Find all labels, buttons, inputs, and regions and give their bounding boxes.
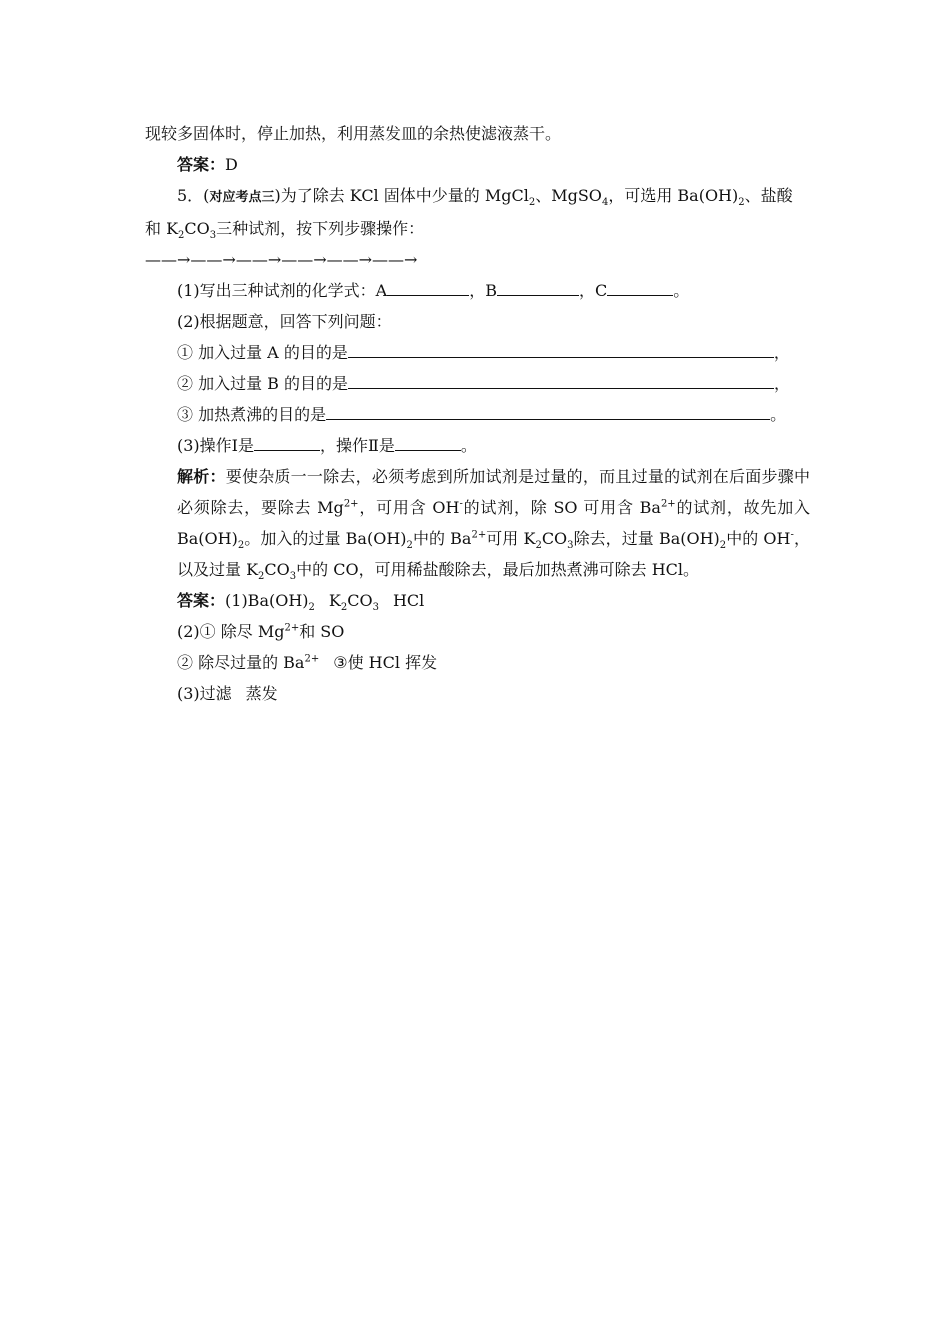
sub-question-text: (1)写出三种试剂的化学式：A (177, 281, 388, 300)
subscript: 2 (258, 571, 265, 583)
question-text: 、盐酸 (744, 186, 793, 205)
answer-blank-2c[interactable] (326, 405, 770, 420)
subscript: 3 (209, 230, 217, 242)
analysis-text: 中的 Ba (412, 529, 472, 548)
sub-question-1 (145, 275, 810, 306)
subscript: 2 (340, 602, 348, 614)
analysis-text: ，可用含 OH (358, 498, 460, 517)
analysis-text: 中的 OH (726, 529, 791, 548)
analysis-text: 的试剂，除 SO 可用含 Ba (462, 498, 661, 517)
flow-steps (145, 244, 810, 275)
punctuation: ， (773, 343, 790, 362)
subscript: 2 (237, 540, 245, 552)
question-text: 为了除去 KCl 固体中少量的 MgCl (280, 186, 529, 205)
sub-question-2a (145, 337, 810, 368)
subscript: 2 (528, 197, 536, 209)
analysis-text: 中的 CO，可用稀盐酸除去，最后加热煮沸可除去 HCl。 (296, 560, 700, 579)
answer-label: 答案： (177, 591, 226, 610)
sub-question-text: ，B (469, 281, 497, 300)
subscript: 2 (406, 540, 413, 552)
flow-arrows: ——→——→——→——→——→——→ (145, 250, 418, 269)
superscript: - (790, 529, 794, 541)
sub-question-text: ，操作Ⅱ是 (320, 436, 395, 455)
analysis-text: CO (541, 529, 568, 548)
punctuation: 。 (770, 405, 787, 424)
answer-blank-3a[interactable] (254, 436, 320, 451)
subscript: 2 (535, 540, 542, 552)
answer-line-1 (145, 585, 810, 616)
superscript: 2+ (471, 529, 487, 541)
question-text: 和 K (145, 219, 179, 238)
answer-line-4 (145, 678, 810, 709)
sub-question-2b (145, 368, 810, 399)
answer-blank-3b[interactable] (395, 436, 461, 451)
sub-question-3 (145, 430, 810, 461)
question-text: 三种试剂，按下列步骤操作： (216, 219, 425, 238)
answer-line-3 (145, 647, 810, 678)
question-text: ，可选用 Ba(OH) (608, 186, 739, 205)
analysis-text: ，以及过量 K (177, 529, 810, 579)
answer-text: 蒸发 (245, 684, 278, 703)
analysis-text: 要使杂质一一除去，必须考虑到所加试剂是过量的，而且过量的试剂在后面步骤中必须除去，要除去 Mg (177, 467, 810, 517)
subscript: 2 (308, 602, 315, 614)
subscript: 4 (601, 197, 609, 209)
superscript: 2+ (304, 653, 320, 665)
sub-question-text: ，C (579, 281, 608, 300)
superscript: 2+ (660, 498, 676, 510)
answer-text: 和 SO (299, 622, 345, 641)
answer-blank-2b[interactable] (348, 374, 774, 389)
question-5-line (145, 180, 810, 213)
answer-line-2 (145, 616, 810, 647)
answer-text: ③使 HCl 挥发 (333, 653, 438, 672)
question-5-line-2 (145, 213, 810, 244)
sub-question-text: (2)根据题意，回答下列问题： (177, 312, 392, 331)
text-line (145, 118, 810, 149)
superscript: - (459, 498, 463, 510)
analysis-text: 除去，过量 Ba(OH) (573, 529, 720, 548)
answer-blank-b[interactable] (497, 281, 579, 296)
subscript: 3 (567, 540, 574, 552)
superscript: 2+ (284, 622, 300, 634)
question-tag-close: ) (274, 186, 281, 205)
answer-text: HCl (392, 591, 425, 610)
sub-question-2 (145, 306, 810, 337)
sub-question-text: ② 加入过量 B 的目的是 (177, 374, 349, 393)
sub-question-text: ③ 加热煮沸的目的是 (177, 405, 327, 424)
punctuation: 。 (673, 281, 690, 300)
paragraph-text: 现较多固体时，停止加热，利用蒸发皿的余热使滤液蒸干。 (145, 124, 562, 143)
answer-text: K (328, 591, 341, 610)
analysis-text: 可用 K (486, 529, 536, 548)
sub-question-text: ① 加入过量 A 的目的是 (177, 343, 348, 362)
sub-question-2c (145, 399, 810, 430)
question-number: 5．( (177, 186, 210, 205)
answer-blank-a[interactable] (387, 281, 469, 296)
question-text: 、MgSO (535, 186, 602, 205)
answer-value: D (225, 155, 238, 174)
subscript: 3 (372, 602, 379, 614)
answer-line-prev (145, 149, 810, 180)
subscript: 2 (738, 197, 745, 209)
analysis-text: CO (264, 560, 290, 579)
answer-text: ② 除尽过量的 Ba (177, 653, 305, 672)
analysis-label: 解析： (177, 467, 226, 486)
answer-text: (3)过滤 (177, 684, 232, 703)
punctuation: 。 (460, 436, 477, 455)
subscript: 3 (289, 571, 297, 583)
superscript: 2+ (343, 498, 359, 510)
question-tag: 对应考点三 (209, 190, 275, 205)
answer-text: (2)① 除尽 Mg (177, 622, 285, 641)
punctuation: ， (774, 374, 791, 393)
analysis-text: 。加入的过量 Ba(OH) (244, 529, 407, 548)
analysis-text: 的试剂，故先加入 Ba(OH) (177, 498, 810, 548)
sub-question-text: (3)操作Ⅰ是 (177, 436, 254, 455)
answer-label: 答案： (177, 155, 226, 174)
answer-blank-c[interactable] (607, 281, 673, 296)
answer-text: CO (347, 591, 373, 610)
document-content (145, 118, 810, 709)
analysis-paragraph (145, 461, 810, 585)
answer-blank-2a[interactable] (348, 343, 774, 358)
question-text: CO (184, 219, 210, 238)
answer-text: (1)Ba(OH) (225, 591, 309, 610)
subscript: 2 (178, 230, 185, 242)
subscript: 2 (719, 540, 727, 552)
